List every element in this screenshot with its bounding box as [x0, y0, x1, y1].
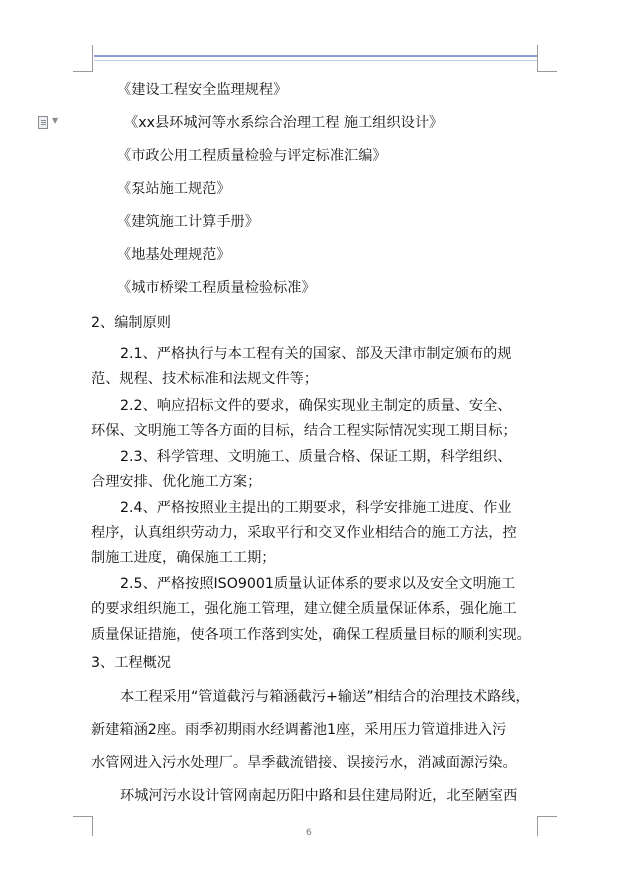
crop-mark-top-left — [92, 45, 93, 72]
paragraph-line: 新建箱涵2座。雨季初期雨水经调蓄池1座，采用压力管道排进入污 — [91, 722, 507, 738]
reference-line: 《xx县环城河等水系综合治理工程 施工组织设计》 — [124, 115, 444, 131]
reference-line: 《城市桥梁工程质量检验标准》 — [117, 280, 316, 296]
reference-line: 《泵站施工规范》 — [117, 181, 231, 197]
page-number: 6 — [306, 828, 312, 838]
document-icon[interactable] — [38, 116, 48, 129]
paragraph-line: 环保、文明施工等各方面的目标，结合工程实际情况实现工期目标； — [91, 423, 517, 439]
crop-mark-bottom-right-h — [537, 816, 557, 817]
crop-mark-top-left-h — [73, 71, 93, 72]
paragraph-line: 2.2、响应招标文件的要求，确保实现业主制定的质量、安全、 — [120, 398, 512, 414]
reference-line: 《建设工程安全监理规程》 — [117, 82, 288, 98]
reference-line: 《市政公用工程质量检验与评定标准汇编》 — [117, 148, 387, 164]
crop-mark-top-right — [537, 45, 538, 72]
crop-mark-top-right-h — [537, 71, 557, 72]
paragraph-line: 质量保证措施，使各项工作落到实处，确保工程质量目标的顺利实现。 — [91, 627, 531, 643]
section-heading: 3、工程概况 — [91, 655, 171, 671]
section-heading: 2、编制原则 — [91, 315, 171, 331]
crop-mark-bottom-left-h — [73, 816, 93, 817]
crop-mark-bottom-left — [92, 816, 93, 836]
paragraph-line: 程序，认真组织劳动力，采取平行和交叉作业相结合的施工方法，控 — [91, 525, 517, 541]
paragraph-line: 2.3、科学管理、文明施工、质量合格、保证工期，科学组织、 — [120, 449, 512, 465]
paragraph-line: 本工程采用“管道截污与箱涵截污+输送”相结合的治理技术路线， — [120, 689, 530, 705]
paragraph-line: 制施工进度，确保施工工期； — [91, 550, 276, 566]
header-separator — [94, 55, 538, 57]
dropdown-caret-icon[interactable]: ▼ — [52, 116, 59, 125]
paragraph-line: 2.1、严格执行与本工程有关的国家、部及天津市制定颁布的规 — [120, 346, 512, 362]
paragraph-line: 2.5、严格按照ISO9001质量认证体系的要求以及安全文明施工 — [120, 576, 516, 592]
paragraph-line: 水管网进入污水处理厂。旱季截流错接、误接污水，消减面源污染。 — [91, 755, 517, 771]
paragraph-line: 合理安排、优化施工方案； — [91, 474, 262, 490]
paragraph-line: 环城河污水设计管网南起历阳中路和县住建局附近，北至陋室西 — [120, 788, 518, 804]
crop-mark-bottom-right — [537, 816, 538, 836]
paragraph-line: 的要求组织施工，强化施工管理，建立健全质量保证体系，强化施工 — [91, 601, 517, 617]
reference-line: 《地基处理规范》 — [117, 247, 231, 263]
header-separator-secondary — [94, 60, 538, 61]
paragraph-line: 2.4、严格按照业主提出的工期要求，科学安排施工进度、作业 — [120, 500, 512, 516]
reference-line: 《建筑施工计算手册》 — [117, 214, 259, 230]
paragraph-line: 范、规程、技术标准和法规文件等； — [91, 371, 319, 387]
